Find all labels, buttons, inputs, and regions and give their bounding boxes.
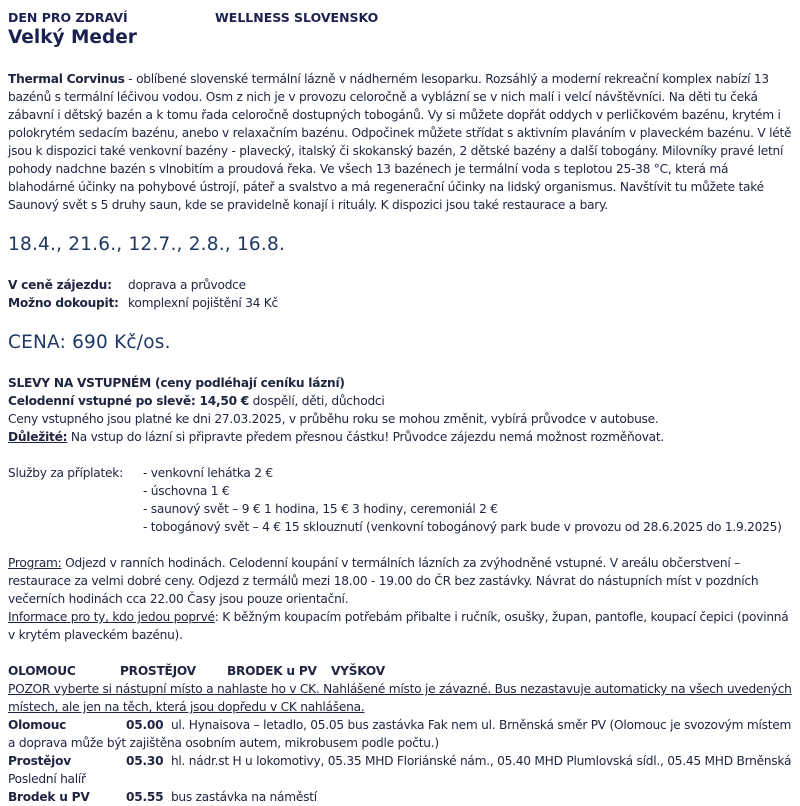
- stop-town: Brodek u PV: [8, 790, 90, 804]
- program-text: Odjezd v ranních hodinách. Celodenní koupání v termálních lázních za zvýhodněné vstupné. V areálu občerstvení – restaurace za velmi dobré ceny. Odjezd z termálů mezi 18.00 - 19.00 do ČR bez zastávky. Návrat do nástupních míst v pozdních večerních hodinách cca 22.00 Časy jsou pouze orientační.: [8, 556, 759, 606]
- town-heading: OLOMOUC: [8, 664, 76, 678]
- stop-details: bus zastávka na náměstí: [170, 790, 317, 804]
- program-label: Program:: [8, 556, 62, 570]
- stop-town: Olomouc: [8, 718, 67, 732]
- trip-price: CENA: 690 Kč/os.: [8, 332, 171, 353]
- stop-town: Prostějov: [8, 754, 71, 768]
- header-region: WELLNESS SLOVENSKO: [215, 10, 379, 25]
- surcharge-item: - saunový svět – 9 € 1 hodina, 15 € 3 hodiny, ceremoniál 2 €: [143, 502, 498, 516]
- first-timers-paragraph: [8, 608, 792, 644]
- included-row: [8, 276, 792, 294]
- stop-details: hl. nádr.st H u lokomotivy, 05.35 MHD Floriánské nám., 05.40 MHD Plumlovská sídl., 05.45 MHD Brněnská Poslední halíř: [8, 754, 792, 786]
- first-timers-label: Informace pro ty, kdo jedou poprvé: [8, 610, 215, 624]
- optional-value: komplexní pojištění 34 Kč: [128, 296, 278, 310]
- intro-paragraph: [8, 70, 792, 214]
- surcharges-list: [143, 464, 782, 536]
- intro-text: - oblíbené slovenské termální lázně v nádherném lesoparku. Rozsáhlý a moderní rekreační komplex nabízí 13 bazénů s termální léčivou vodou. Osm z nich je v provozu celoročně a vyblázní se v nich malí i velcí návštěvníci. Na děti tu čeká zábavní i dětský bazén a k tomu řada celoročně dostupných tobogánů. Vy si můžete dopřát oddych v perličkovém bazénu, krytém i polokrytém sedacím bazénu, anebo v relaxačním bazénu. Odpočinek můžete střídat s aktivním plaváním v plaveckém bazénu. V létě jsou k dispozici také venkovní bazény - plavecký, italský či skokanský bazén, 2 dětské bazény a další tobogány. Milovníky pravé letní pohody nadchne bazén s vlnobitím a proudová řeka. Ve všech 13 bazénech je termální voda s teplotou 25-38 °C, která má blahodárné účinky na pohybové ústrojí, páteř a svalstvo a má regenerační účinky na lidský organismus. Navštívit tu můžete také Saunový svět s 5 druhy saun, kde se pravidelně konají i rituály. K dispozici jsou také restaurace a bary.: [8, 72, 792, 212]
- surcharges-section: [8, 464, 792, 536]
- included-label: V ceně zájezdu:: [8, 278, 112, 292]
- trip-dates: 18.4., 21.6., 12.7., 2.8., 16.8.: [8, 234, 286, 255]
- stop-time: 05.00: [126, 718, 164, 732]
- discounts-heading: SLEVY NA VSTUPNÉM (ceny podléhají ceníku lázní): [8, 376, 345, 390]
- town-heading: BRODEK u PV: [227, 664, 317, 678]
- boarding-stops: [8, 716, 792, 806]
- surcharge-item: - tobogánový svět – 4 € 15 sklouznutí (venkovní tobogánový park bude v provozu od 28.6.2025 do 1.9.2025): [143, 520, 782, 534]
- important-note: [8, 428, 792, 446]
- stop-row: [8, 752, 792, 788]
- stop-time: 05.30: [126, 754, 164, 768]
- boarding-notice: POZOR vyberte si nástupní místo a nahlaste ho v CK. Nahlášené místo je závazné. Bus nezastavuje automaticky na všech uvedených místech, ale jen na těch, která jsou dopředu v CK nahlášena.: [8, 682, 792, 714]
- town-heading: VYŠKOV: [331, 664, 385, 678]
- stop-time: 05.55: [126, 790, 164, 804]
- included-value: doprava a průvodce: [128, 278, 246, 292]
- price-validity: Ceny vstupného jsou platné ke dni 27.03.2025, v průběhu roku se mohou změnit, vybírá průvodce v autobuse.: [8, 412, 659, 426]
- intro-spa-name: Thermal Corvinus: [8, 72, 125, 86]
- full-day-label: Celodenní vstupné po slevě: 14,50 €: [8, 394, 250, 408]
- page-title: Velký Meder: [8, 27, 137, 48]
- program-paragraph: [8, 554, 792, 608]
- stop-row: [8, 716, 792, 752]
- optional-row: [8, 294, 792, 312]
- surcharges-label: Služby za příplatek:: [8, 466, 123, 480]
- discounts-section: [8, 374, 792, 446]
- important-text: Na vstup do lázní si připravte předem přesnou částku! Průvodce zájezdu nemá možnost rozměňovat.: [67, 430, 665, 444]
- surcharge-item: - venkovní lehátka 2 €: [143, 466, 273, 480]
- stop-details: ul. Hynaisova – letadlo, 05.05 bus zastávka Fak nem ul. Brněnská směr PV (Olomouc je svozovým místem a doprava může být zajištěna osobním autem, mikrobusem podle počtu.): [8, 718, 792, 750]
- full-day-suffix: dospělí, děti, důchodci: [249, 394, 385, 408]
- full-day-entry: [8, 392, 792, 410]
- surcharge-item: - úschovna 1 €: [143, 484, 230, 498]
- optional-label: Možno dokoupit:: [8, 296, 119, 310]
- first-timers-text: : K běžným koupacím potřebám přibalte i ručník, osušky, župan, pantofle, koupací čepici (povinná v krytém plaveckém bazénu).: [8, 610, 789, 642]
- stop-row: [8, 788, 792, 806]
- program-section: [8, 554, 792, 644]
- price-includes: [8, 276, 792, 312]
- important-label: Důležité:: [8, 430, 68, 444]
- header-category: DEN PRO ZDRAVÍ: [8, 10, 128, 25]
- town-heading: PROSTĚJOV: [120, 664, 196, 678]
- boarding-towns: [8, 662, 792, 680]
